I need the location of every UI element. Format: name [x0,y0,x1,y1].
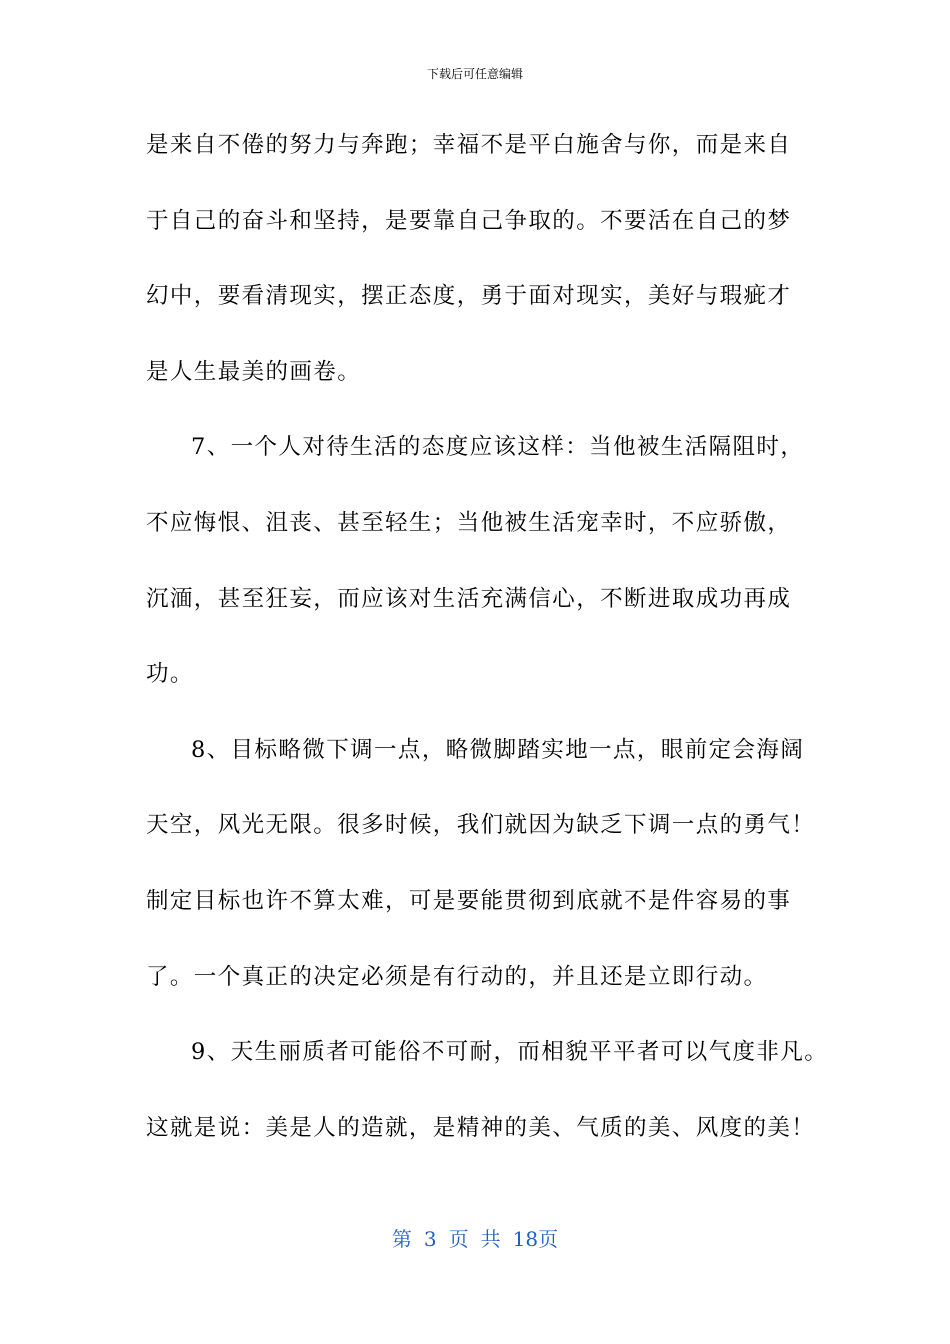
text-line-13: 9、天生丽质者可能俗不可耐，而相貌平平者可以气度非凡。 [191,1039,829,1066]
text-line-3: 幻中，要看清现实，摆正态度，勇于面对现实，美好与瑕疵才 [146,283,792,310]
text-line-7: 沉湎，甚至狂妄，而应该对生活充满信心，不断进取成功再成 [146,585,792,612]
text-line-10: 天空，风光无限。很多时候，我们就因为缺乏下调一点的勇气！ [146,812,816,839]
text-line-14: 这就是说：美是人的造就，是精神的美、气质的美、风度的美！ [146,1114,816,1141]
footer-gong: 共 [480,1227,501,1251]
footer-total-pages: 18页 [512,1227,559,1251]
document-body [146,125,829,1183]
text-line-11: 制定目标也许不算太难，可是要能贯彻到底就不是件容易的事 [146,887,792,914]
text-line-4: 是人生最美的画卷。 [146,358,362,385]
text-line-12: 了。一个真正的决定必须是有行动的，并且还是立即行动。 [146,963,768,990]
text-line-8: 功。 [146,661,194,688]
footer-page-number: 3 [423,1227,437,1251]
text-line-9: 8、目标略微下调一点，略微脚踏实地一点，眼前定会海阔 [191,736,805,763]
text-line-2: 于自己的奋斗和坚持，是要靠自己争取的。不要活在自己的梦 [146,207,792,234]
page-footer [0,1226,950,1252]
footer-ye: 页 [448,1227,469,1251]
text-line-6: 不应悔恨、沮丧、甚至轻生；当他被生活宠幸时，不应骄傲， [146,509,792,536]
footer-di: 第 [391,1227,412,1251]
page-header: 下载后可任意编辑 [426,67,523,81]
text-line-5: 7、一个人对待生活的态度应该这样：当他被生活隔阻时， [191,434,805,461]
text-line-1: 是来自不倦的努力与奔跑；幸福不是平白施舍与你，而是来自 [146,132,792,158]
